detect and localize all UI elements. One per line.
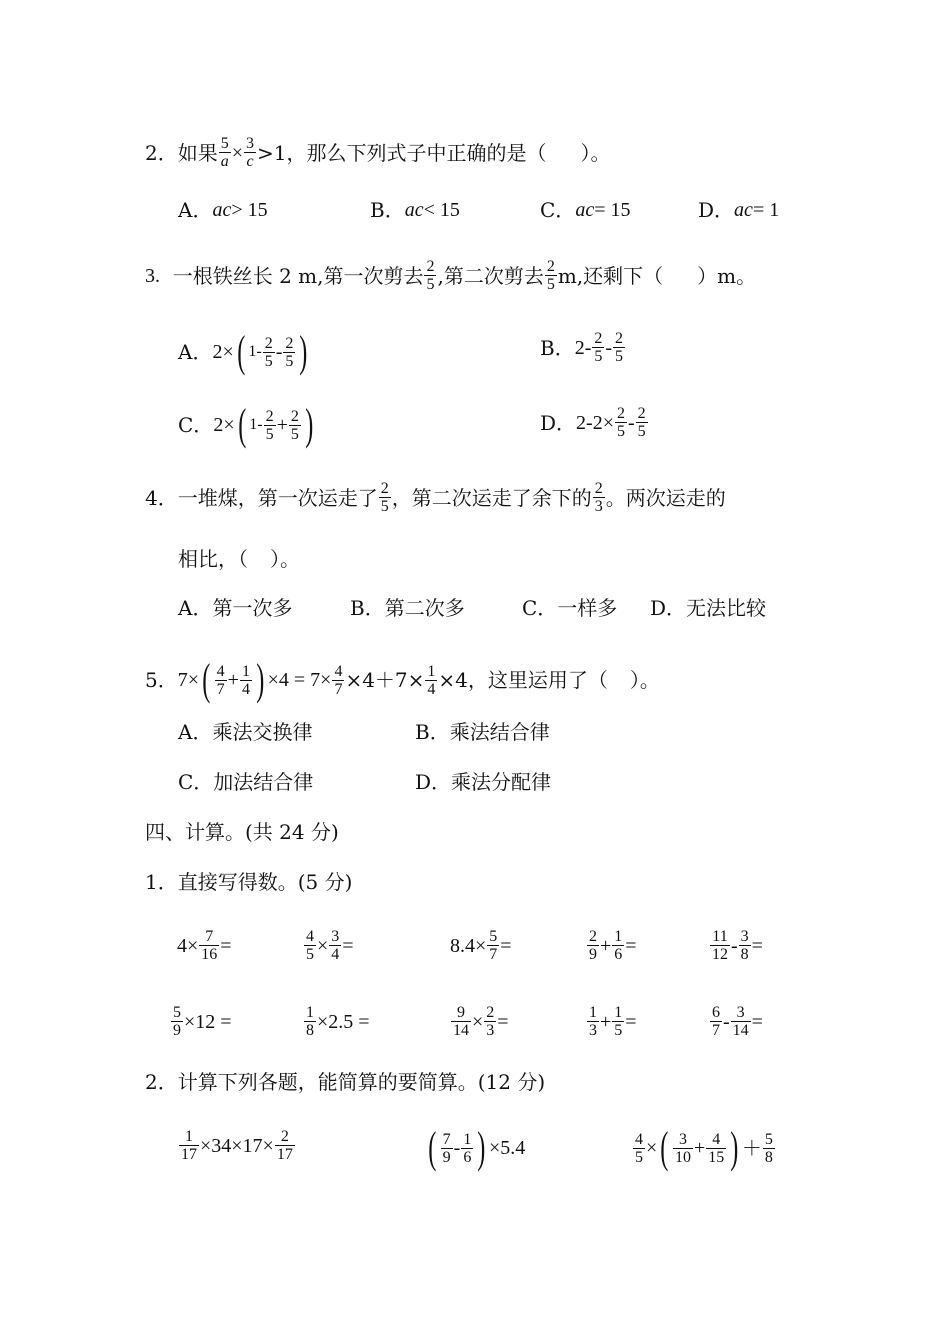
fraction: $\frac{2}{3}$ (486, 1004, 495, 1039)
calc-r1-c: 8.4× $\frac{5}{7}$ = (450, 928, 512, 963)
fraction: 5 8 (764, 1130, 773, 1166)
q4-text-3: 。两次运走的 (605, 485, 726, 510)
q5-text: 7× (177, 669, 200, 691)
calc-r1-e: 11 12 - $\frac{3}{8}$ = (712, 928, 763, 963)
fraction: $\frac{2}{5}$ (290, 407, 299, 443)
q5-text-2: ×4 = 7× (267, 669, 332, 691)
part-1-title: 1．直接写得数。(5 分) (145, 870, 353, 894)
q2-text: 如果 (177, 140, 218, 165)
fraction: $\frac{5}{7}$ (489, 928, 498, 963)
q4-option-d[interactable]: D．无法比较 (650, 596, 767, 620)
q2-number: 2． (145, 140, 178, 165)
q2-option-c[interactable]: C． ac = 15 (540, 198, 631, 222)
fraction: $\frac{1}{17}$ (181, 1128, 197, 1163)
q4-stem-line2: 相比，（ ）。 (178, 547, 300, 571)
fraction: $\frac{1}{4}$ (241, 662, 250, 698)
q3-text-4: ）m。 (697, 263, 757, 288)
fraction: 11 12 (712, 928, 728, 963)
calc2-a: $\frac{1}{17}$ ×34×17× $\frac{2}{17}$ (181, 1128, 293, 1163)
q5-text-4: ×4，这里运用了（ (438, 668, 608, 692)
calc-r2-a: $\frac{5}{9}$ ×12 = (173, 1004, 232, 1039)
q5-text-3: ×4＋7× (345, 668, 425, 692)
q3-fraction-2: 2 5 (546, 258, 555, 293)
fraction: 2 5 (265, 407, 274, 443)
fraction: $\frac{7}{16}$ (201, 928, 218, 963)
fraction: $\frac{3}{4}$ (331, 928, 340, 963)
fraction: 2 5 (285, 334, 294, 370)
q3-option-b[interactable]: B． 2- 2 5 - 2 5 (540, 330, 624, 365)
q5-number: 5． (145, 668, 178, 692)
fraction: 2 5 (615, 330, 624, 365)
calc-r2-d: 1 3 + $\frac{1}{5}$ = (589, 1004, 637, 1039)
fraction: $\frac{1}{6}$ (614, 928, 623, 963)
q4-fraction-1: 2 5 (380, 480, 389, 515)
q3-text-2: ,第二次剪去 (437, 263, 544, 288)
q4-option-b[interactable]: B．第二次多 (350, 596, 465, 620)
q2-option-b[interactable]: B． ac < 15 (370, 198, 460, 222)
q5-option-d[interactable]: D．乘法分配律 (415, 770, 552, 794)
q3-fraction-1: 2 5 (426, 258, 435, 293)
q4-text: 一堆煤，第一次运走了 (177, 485, 378, 510)
q4-option-c[interactable]: C．一样多 (522, 596, 618, 620)
q2-operator: × (231, 141, 244, 164)
fraction: $\frac{4}{7}$ (334, 662, 343, 698)
calc-r1-a: 4× $\frac{7}{16}$ = (177, 928, 232, 963)
fraction: 2 5 (594, 330, 603, 365)
fraction: 1 3 (589, 1004, 597, 1039)
fraction: 2 5 (264, 334, 273, 370)
q4-stem (145, 480, 726, 515)
q2-fraction-1: $\frac{5}{a}$ (220, 135, 229, 170)
calc-r1-d: 2 9 + $\frac{1}{6}$ = (589, 928, 637, 963)
q5-option-b[interactable]: B．乘法结合律 (415, 720, 550, 744)
fraction: 2 9 (589, 928, 597, 963)
q2-option-a[interactable]: A． ac > 15 (178, 198, 268, 222)
calc-r2-e: 6 7 - $\frac{3}{14}$ = (712, 1004, 763, 1039)
q3-option-a[interactable]: A． 2× ( 1- 2 5 - 2 5 ) (178, 327, 308, 376)
q3-text-3: m,还剩下（ (557, 263, 664, 288)
fraction: $\frac{4}{5}$ (635, 1130, 643, 1166)
fraction: 4 7 (216, 662, 225, 698)
q3-option-d[interactable]: D． 2-2× $\frac{2}{5}$ - 2 5 (540, 405, 646, 440)
q2-fraction-2: $\frac{3}{c}$ (246, 135, 255, 170)
q2-text-post: >1，那么下列式子中正确的是（ (257, 140, 547, 165)
q3-option-c[interactable]: C． 2× ( 1- 2 5 + $\frac{2}{5}$ ) (178, 400, 314, 449)
q2-option-d[interactable]: D． ac = 1 (698, 198, 780, 222)
q3-number: 3. (145, 264, 160, 287)
q4-number: 4． (145, 485, 178, 510)
fraction: $\frac{1}{5}$ (614, 1004, 623, 1039)
fraction: $\frac{5}{9}$ (173, 1004, 181, 1039)
fraction: 6 7 (712, 1004, 720, 1039)
q5-text-5: ）。 (629, 668, 660, 692)
q5-option-a[interactable]: A．乘法交换律 (178, 720, 313, 744)
calc2-c: $\frac{4}{5}$ × ( 3 10 + $\frac{4}{15}$ ) ＋ 5 8 (635, 1123, 773, 1172)
calc-r2-b: $\frac{1}{8}$ ×2.5 = (306, 1004, 370, 1039)
fraction: $\frac{4}{5}$ (306, 928, 314, 963)
calc-r2-c: $\frac{9}{14}$ × $\frac{2}{3}$ = (453, 1004, 509, 1039)
q3-stem (145, 258, 756, 293)
q4-fraction-2: 2 3 (594, 480, 603, 515)
fraction: $\frac{1}{4}$ (427, 662, 436, 698)
q5-stem: 5． 7× ( 4 7 + $\frac{1}{4}$ ) ×4 = 7× $\frac{4}{7}$ ×4＋7× $\frac{1}{4}$ ×4，这里运用了（ ）。 (145, 655, 660, 704)
q2-text-end: ）。 (580, 140, 611, 165)
fraction: $\frac{3}{14}$ (732, 1004, 749, 1039)
fraction: 3 10 (674, 1130, 691, 1166)
calc2-b: ( 7 9 - 1 6 ) ×5.4 (428, 1123, 526, 1172)
fraction: 2 5 (637, 405, 646, 440)
fraction: 7 9 (442, 1130, 451, 1166)
fraction: $\frac{2}{17}$ (276, 1128, 293, 1163)
fraction: $\frac{2}{5}$ (617, 405, 625, 440)
q4-option-a[interactable]: A．第一次多 (178, 596, 293, 620)
q5-option-c[interactable]: C．加法结合律 (178, 770, 314, 794)
fraction: $\frac{3}{8}$ (740, 928, 749, 963)
q4-text-2: ，第二次运走了余下的 (391, 485, 592, 510)
calc-r1-b: $\frac{4}{5}$ × $\frac{3}{4}$ = (306, 928, 354, 963)
q3-text: 一根铁丝长 2 m,第一次剪去 (172, 263, 424, 288)
fraction: 1 6 (463, 1130, 472, 1166)
section-4-title: 四、计算。(共 24 分) (145, 820, 339, 844)
q2-stem (145, 135, 611, 170)
part-2-title: 2．计算下列各题，能简算的要简算。(12 分) (145, 1070, 546, 1094)
fraction: $\frac{9}{14}$ (453, 1004, 469, 1039)
fraction: $\frac{4}{15}$ (708, 1130, 725, 1166)
fraction: $\frac{1}{8}$ (306, 1004, 314, 1039)
